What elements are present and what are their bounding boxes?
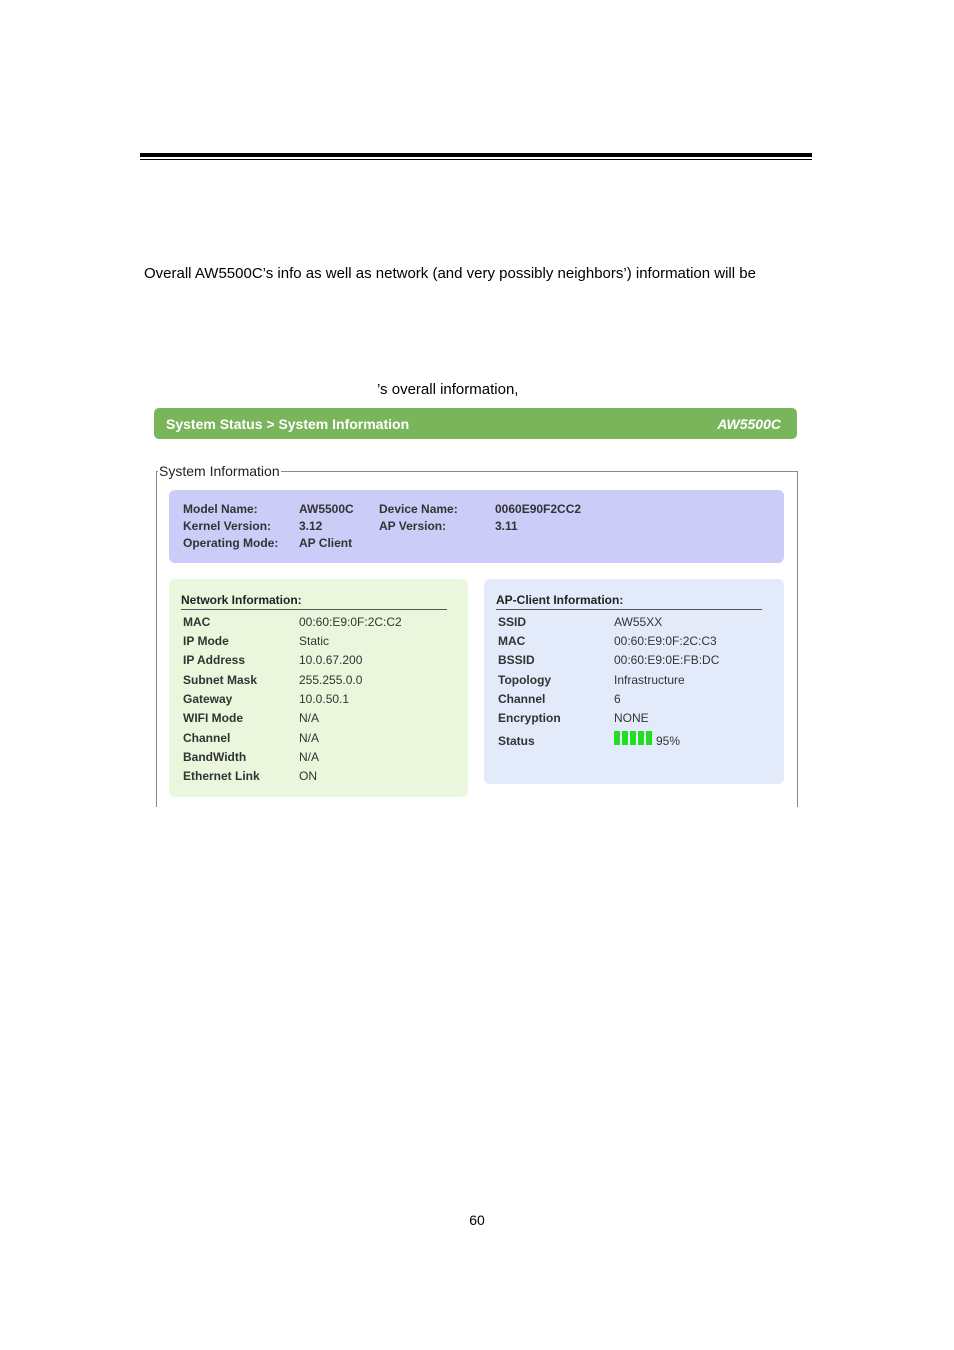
signal-bar bbox=[638, 731, 644, 745]
status-label: Status bbox=[498, 734, 535, 748]
signal-bar bbox=[614, 731, 620, 745]
row-value: 00:60:E9:0F:2C:C2 bbox=[299, 615, 402, 629]
row-value: 00:60:E9:0F:2C:C3 bbox=[614, 634, 717, 648]
page-header-bar bbox=[154, 408, 797, 439]
ap-client-information-title: AP-Client Information: bbox=[496, 593, 762, 610]
row-value: 00:60:E9:0E:FB:DC bbox=[614, 653, 720, 667]
row-key: WIFI Mode bbox=[183, 711, 243, 725]
device-name-value: 0060E90F2CC2 bbox=[495, 502, 582, 516]
row-value: AW55XX bbox=[614, 615, 663, 629]
ap-version-value: 3.11 bbox=[495, 519, 518, 533]
model-name-value: AW5500C bbox=[299, 502, 354, 516]
operating-mode-value: AP Client bbox=[299, 536, 353, 550]
signal-bars-icon bbox=[614, 731, 654, 745]
row-value: N/A bbox=[299, 731, 320, 745]
row-value: 6 bbox=[614, 692, 621, 706]
fieldset-legend: System Information bbox=[159, 463, 280, 479]
page-number: 60 bbox=[469, 1212, 485, 1228]
row-key: SSID bbox=[498, 615, 527, 629]
row-key: MAC bbox=[498, 634, 526, 648]
row-value: 10.0.67.200 bbox=[299, 653, 363, 667]
row-value: Infrastructure bbox=[614, 673, 685, 687]
row-value: N/A bbox=[299, 711, 320, 725]
device-name-label: Device Name: bbox=[379, 502, 458, 516]
model-name-label: Model Name: bbox=[183, 502, 258, 516]
row-value: Static bbox=[299, 634, 330, 648]
network-information-title: Network Information: bbox=[181, 593, 447, 610]
row-key: Channel bbox=[498, 692, 546, 706]
header-rule-thin bbox=[140, 159, 812, 160]
row-value: 10.0.50.1 bbox=[299, 692, 350, 706]
row-key: Topology bbox=[498, 673, 552, 687]
row-key: BandWidth bbox=[183, 750, 247, 764]
ap-version-label: AP Version: bbox=[379, 519, 447, 533]
signal-strength-meter bbox=[614, 731, 681, 748]
signal-bar bbox=[622, 731, 628, 745]
signal-bar bbox=[646, 731, 652, 745]
row-key: IP Address bbox=[183, 653, 246, 667]
row-key: Gateway bbox=[183, 692, 233, 706]
row-value: 255.255.0.0 bbox=[299, 673, 363, 687]
figure-caption: ’s overall information, bbox=[377, 381, 519, 398]
row-key: Subnet Mask bbox=[183, 673, 258, 687]
row-key: IP Mode bbox=[183, 634, 229, 648]
breadcrumb[interactable]: System Status > System Information bbox=[166, 416, 410, 432]
row-key: Encryption bbox=[498, 711, 561, 725]
signal-percent: 95% bbox=[656, 734, 681, 748]
operating-mode-label: Operating Mode: bbox=[183, 536, 279, 550]
ap-client-information-box bbox=[484, 579, 784, 784]
network-information-box bbox=[169, 579, 468, 797]
row-key: Ethernet Link bbox=[183, 769, 260, 783]
header-rule-thick bbox=[140, 153, 812, 157]
intro-paragraph: Overall AW5500C’s info as well as network (and very possibly neighbors’) information will be bbox=[144, 265, 756, 282]
row-value: NONE bbox=[614, 711, 649, 725]
kernel-version-value: 3.12 bbox=[299, 519, 323, 533]
row-value: ON bbox=[299, 769, 317, 783]
row-value: N/A bbox=[299, 750, 320, 764]
system-summary-box bbox=[169, 490, 784, 563]
row-key: BSSID bbox=[498, 653, 535, 667]
model-badge: AW5500C bbox=[717, 416, 781, 432]
row-key: MAC bbox=[183, 615, 211, 629]
signal-bar bbox=[630, 731, 636, 745]
row-key: Channel bbox=[183, 731, 231, 745]
kernel-version-label: Kernel Version: bbox=[183, 519, 272, 533]
